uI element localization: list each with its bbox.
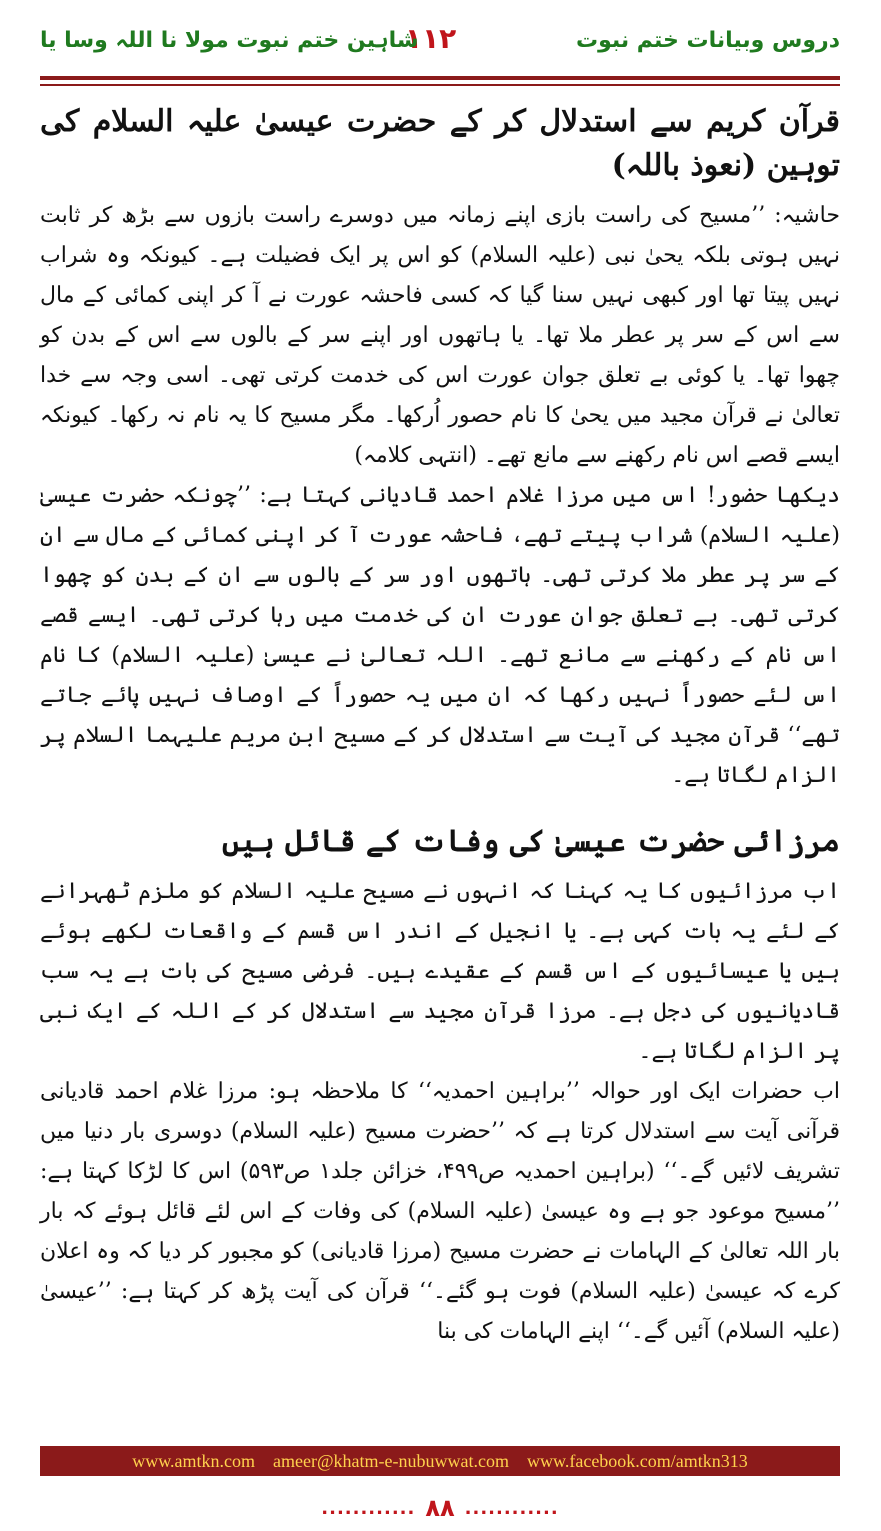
header-page-number: ۱۱۲ — [405, 22, 457, 55]
section-2-heading: مرزائی حضرت عیسیٰ کی وفات کے قائل ہیں — [221, 824, 840, 859]
section-2-para-2: اب حضرات ایک اور حوالہ ’’براہین احمدیہ‘‘ کا ملاحظہ ہو: مرزا غلام احمد قادیانی قرآنی آیت سے استدلال کرتا ہے کہ ’’حضرت مسیح (علیہ السلام) دوسری بار دنیا میں تشریف لائیں گے۔‘‘ (براہین احمدیہ ص۴۹۹، خزائن جلد۱ ص۵۹۳) اس کا لڑکا کہتا ہے: ’’مسیح موعود جو ہے وہ عیسیٰ (علیہ السلام) کی وفات کے اس لئے قائل ہوئے کہ بار بار اللہ تعالیٰ کے الہامات نے حضرت مسیح (مرزا قادیانی) کو مجبور کر دیا کہ وہ اعلان کرے کہ عیسیٰ (علیہ السلام) فوت ہو گئے۔‘‘ قرآن کی آیت پڑھ کر کہتا ہے: ’’عیسیٰ (علیہ السلام) آئیں گے۔‘‘ اپنے الہامات کی بنا — [40, 1079, 840, 1344]
section-1 — [40, 100, 841, 788]
page-dots-left: ............ — [321, 1497, 416, 1519]
author-title: شاہین ختم نبوت مولا نا اللہ وسا یا — [40, 28, 419, 53]
footer-website-link[interactable]: www.amtkn.com — [132, 1450, 256, 1471]
page-number: ۸۸ — [425, 1494, 455, 1522]
page-number-row — [300, 1492, 580, 1524]
section-1-para-1: حاشیہ: ’’مسیح کی راست بازی اپنے زمانہ میں دوسرے راست بازوں سے بڑھ کر ثابت نہیں ہوتی بلکہ یحیٰ نبی (علیہ السلام) کو اس پر ایک فضیلت ہے۔ کیونکہ وہ شراب نہیں پیتا تھا اور کبھی نہیں سنا گیا کہ کسی فاحشہ عورت نے آ کر اپنی کمائی کے مال سے اس کے سر پر عطر ملا تھا۔ یا ہاتھوں اور اپنے سر کے بالوں سے اس کے بدن کو چھوا تھا۔ یا کوئی بے تعلق جوان عورت اس کی خدمت کرتی تھی۔ اسی وجہ سے خدا تعالیٰ نے قرآن مجید میں یحیٰ کا نام حصور اُرکھا۔ مگر مسیح کا یہ نام نہ رکھا۔ کیونکہ ایسے قصے اس نام رکھنے سے مانع تھے۔ (انتہی کلامہ) — [40, 203, 840, 468]
footer-email-link[interactable]: ameer@khatm-e-nubuwwat.com — [273, 1450, 510, 1471]
section-2-para-1: اب مرزائیوں کا یہ کہنا کہ انہوں نے مسیح علیہ السلام کو ملزم ٹھہرانے کے لئے یہ بات کہی ہے۔ یا انجیل کے اندر اس قسم کے واقعات لکھے ہوئے ہیں یا عیسائیوں کے اس قسم کے عقیدے ہیں۔ فرضی مسیح کی بات ہے یہ سب قادیانیوں کی دجل ہے۔ مرزا قرآن مجید سے استدلال کر کے اللہ کے ایک نبی پر الزام لگاتا ہے۔ — [40, 879, 840, 1064]
header-rule-thin — [40, 84, 840, 86]
header-rule — [40, 76, 840, 80]
section-1-heading: قرآن کریم سے استدلال کر کے حضرت عیسیٰ علیہ السلام کی توہین (نعوذ باللہ) — [40, 104, 840, 183]
book-title: دروس وبیانات ختم نبوت — [576, 28, 840, 53]
footer-bar — [40, 1446, 840, 1476]
footer-facebook-link[interactable]: www.facebook.com/amtkn313 — [527, 1450, 748, 1471]
section-1-para-2: دیکھا حضور! اس میں مرزا غلام احمد قادیانی کہتا ہے: ’’چونکہ حضرت عیسیٰ (علیہ السلام) شراب پیتے تھے، فاحشہ عورت آ کر اپنی کمائی کے مال سے ان کے سر پر عطر ملا کرتی تھی۔ ہاتھوں اور سر کے بالوں سے ان کے بدن کو چھوا کرتی تھی۔ بے تعلق جوان عورت ان کی خدمت میں رہا کرتی تھی۔ ایسے قصے اس نام کے رکھنے سے مانع تھے۔ اللہ تعالیٰ نے عیسیٰ (علیہ السلام) کا نام اس لئے حصوراً نہیں رکھا کہ ان میں یہ حصوراً کے اوصاف نہیں پائے جاتے تھے‘‘ قرآن مجید کی آیت سے استدلال کر کے مسیح ابن مریم علیہما السلام پر الزام لگاتا ہے۔ — [40, 483, 841, 788]
page-header — [40, 22, 840, 68]
section-2 — [40, 820, 840, 1455]
page-dots-right: ............ — [464, 1497, 559, 1519]
